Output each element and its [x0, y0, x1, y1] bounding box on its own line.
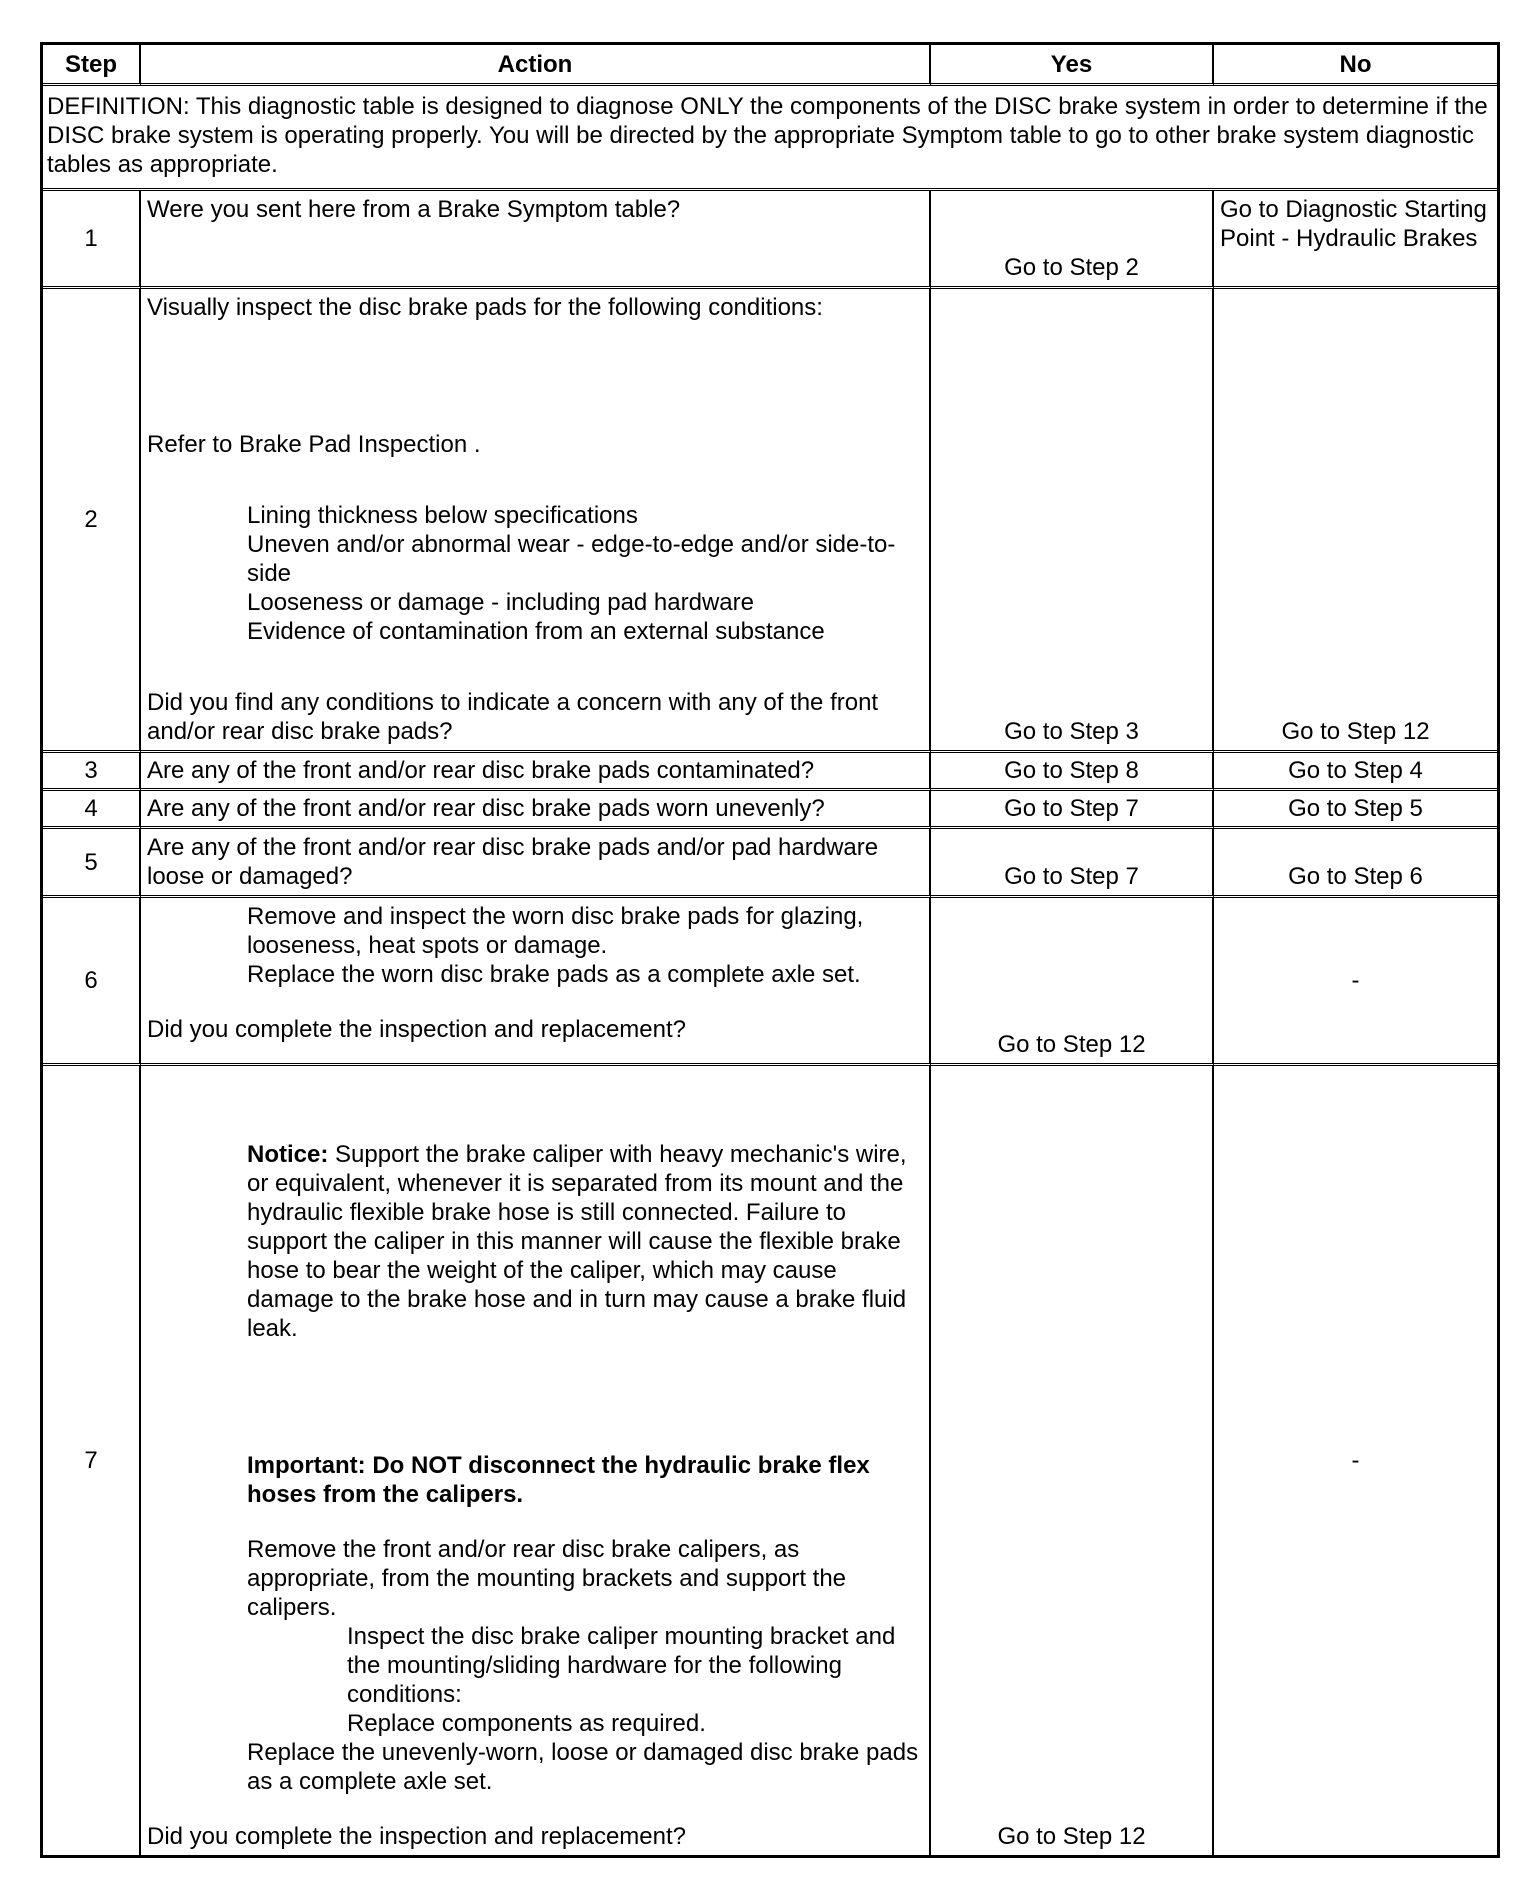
list-item: Evidence of contamination from an external substance — [247, 618, 825, 645]
no-result: Go to Step 12 — [1214, 289, 1497, 753]
no-result: Go to Step 5 — [1214, 791, 1497, 829]
action-question: Are any of the front and/or rear disc brake pads contaminated? — [141, 753, 931, 791]
yes-result: Go to Step 7 — [931, 829, 1214, 898]
list-item: Lining thickness below specifications — [247, 502, 638, 529]
header-row — [43, 45, 1497, 86]
step-number: 7 — [43, 1066, 141, 1855]
action-step: Remove the front and/or rear disc brake calipers, as appropriate, from the mounting brackets and support the calipers. — [247, 1536, 847, 1621]
action-intro: Visually inspect the disc brake pads for the following conditions: — [147, 294, 823, 321]
step-number: 2 — [43, 289, 141, 753]
step-number: 1 — [43, 191, 141, 289]
action-cell — [141, 289, 931, 753]
table-row — [43, 191, 1497, 289]
action-question: Are any of the front and/or rear disc brake pads and/or pad hardware loose or damaged? — [141, 829, 931, 898]
no-result: Go to Step 4 — [1214, 753, 1497, 791]
yes-result: Go to Step 2 — [931, 191, 1214, 289]
diagnostic-table-page — [40, 42, 1494, 1858]
action-reference: Refer to Brake Pad Inspection . — [147, 431, 481, 458]
step-number: 3 — [43, 753, 141, 791]
notice-block — [147, 1140, 923, 1343]
table-row — [43, 753, 1497, 791]
header-action: Action — [141, 45, 931, 86]
notice-label: Notice: — [247, 1141, 329, 1168]
step-number: 4 — [43, 791, 141, 829]
table-row — [43, 898, 1497, 1066]
action-step: Remove and inspect the worn disc brake pads for glazing, looseness, heat spots or damage. — [247, 903, 864, 959]
no-result: Go to Diagnostic Starting Point - Hydraulic Brakes — [1214, 191, 1497, 289]
action-question: Were you sent here from a Brake Symptom table? — [141, 191, 931, 289]
action-question: Did you complete the inspection and replacement? — [147, 1823, 686, 1850]
table-row — [43, 791, 1497, 829]
action-step: Replace the unevenly-worn, loose or damaged disc brake pads as a complete axle set. — [247, 1739, 919, 1795]
action-question: Did you complete the inspection and replacement? — [147, 1016, 686, 1043]
notice-text: Support the brake caliper with heavy mechanic's wire, or equivalent, whenever it is separated from its mount and the hydraulic flexible brake hose is still connected. Failure to support the caliper in this manner will cause the flexible brake hose to bear the weight of the caliper, which may cause damage to the brake hose and in turn may cause a brake fluid leak. — [247, 1141, 907, 1342]
yes-result: Go to Step 12 — [931, 898, 1214, 1066]
condition-list — [147, 501, 923, 646]
table-row — [43, 829, 1497, 898]
action-step: Replace components as required. — [347, 1710, 706, 1737]
list-item: Looseness or damage - including pad hardware — [247, 589, 754, 616]
table-row — [43, 289, 1497, 753]
diagnostic-table — [40, 42, 1500, 1858]
important-note: Important: Do NOT disconnect the hydraulic brake flex hoses from the calipers. — [247, 1452, 870, 1508]
action-cell — [141, 898, 931, 1066]
header-step: Step — [43, 45, 141, 86]
action-question: Did you find any conditions to indicate a concern with any of the front and/or rear disc brake pads? — [147, 689, 879, 745]
action-question: Are any of the front and/or rear disc brake pads worn unevenly? — [141, 791, 931, 829]
header-no: No — [1214, 45, 1497, 86]
yes-result: Go to Step 7 — [931, 791, 1214, 829]
definition-text: DEFINITION: This diagnostic table is designed to diagnose ONLY the components of the DISC brake system in order to determine if the DISC brake system is operating properly. You will be directed by the appropriate Symptom table to go to other brake system diagnostic tables as appropriate. — [43, 86, 1497, 191]
yes-result: Go to Step 12 — [931, 1066, 1214, 1855]
action-step: Replace the worn disc brake pads as a complete axle set. — [247, 961, 861, 988]
definition-row — [43, 86, 1497, 191]
step-number: 6 — [43, 898, 141, 1066]
no-result: - — [1351, 1447, 1360, 1474]
no-result: Go to Step 6 — [1214, 829, 1497, 898]
step-number: 5 — [43, 829, 141, 898]
action-cell — [141, 1066, 931, 1855]
yes-result: Go to Step 3 — [931, 289, 1214, 753]
action-step: Inspect the disc brake caliper mounting bracket and the mounting/sliding hardware for the following conditions: — [347, 1623, 896, 1708]
header-yes: Yes — [931, 45, 1214, 86]
list-item: Uneven and/or abnormal wear - edge-to-edge and/or side-to-side — [247, 531, 896, 587]
table-row — [43, 1066, 1497, 1855]
no-result: - — [1214, 898, 1497, 1066]
yes-result: Go to Step 8 — [931, 753, 1214, 791]
